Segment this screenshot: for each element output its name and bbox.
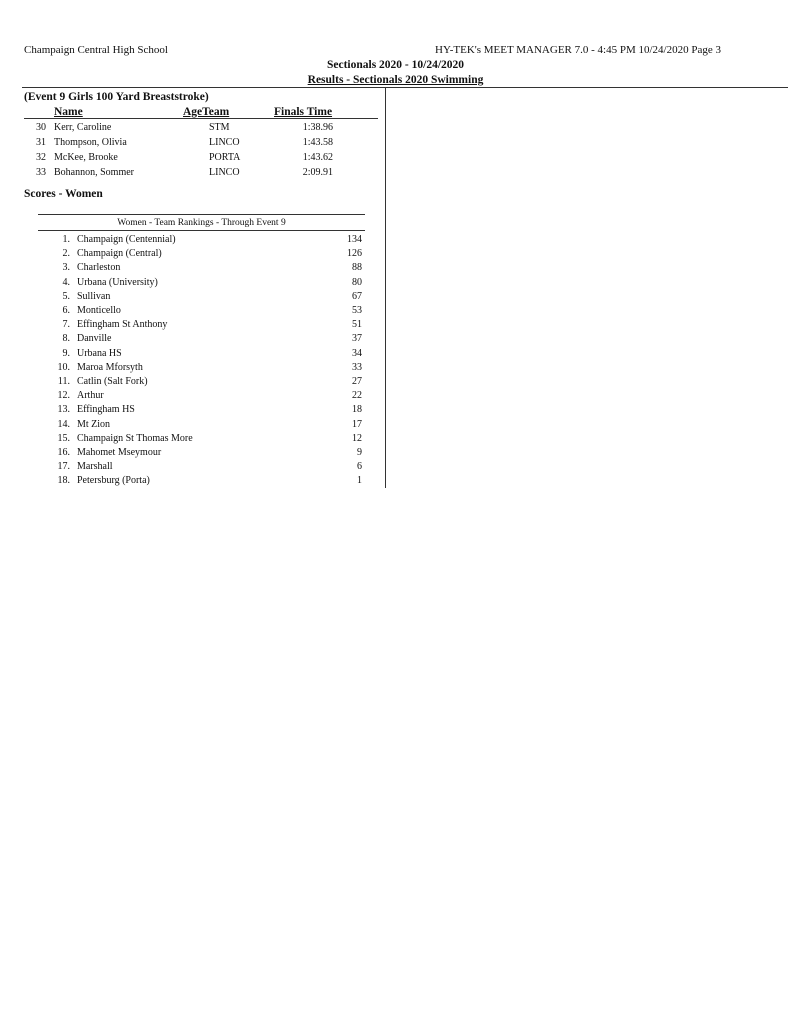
results-subtitle: Results - Sectionals 2020 Swimming — [307, 74, 484, 86]
team-name: Effingham St Anthony — [77, 319, 168, 331]
result-place: 33 — [36, 167, 46, 178]
team-points: 80 — [352, 276, 362, 288]
team-points: 51 — [352, 319, 362, 331]
rankings-top-rule — [38, 214, 365, 215]
team-points: 22 — [352, 390, 362, 402]
team-name: Charleston — [77, 262, 121, 274]
list-item — [0, 419, 380, 433]
team-name: Arthur — [77, 390, 104, 402]
swimmer-team: STM — [209, 122, 230, 133]
rankings-header-rule — [38, 230, 365, 231]
team-points: 34 — [352, 347, 362, 359]
team-points: 9 — [357, 447, 362, 458]
list-item — [0, 277, 380, 291]
team-rank: 18. — [57, 475, 70, 487]
team-name: Mt Zion — [77, 418, 111, 430]
team-name: Urbana (University) — [77, 276, 158, 288]
header-divider — [22, 87, 788, 88]
team-rank: 6. — [62, 305, 70, 316]
team-points: 17 — [352, 418, 362, 430]
list-item — [0, 348, 380, 362]
swimmer-team: LINCO — [209, 167, 240, 178]
team-points: 18 — [352, 404, 362, 416]
team-name: Petersburg (Porta) — [77, 475, 150, 487]
swimmer-name: McKee, Brooke — [54, 152, 118, 163]
table-row — [0, 122, 380, 137]
finals-time: 1:38.96 — [302, 122, 333, 133]
team-name: Marshall — [77, 461, 113, 473]
team-points: 67 — [352, 290, 362, 302]
team-name: Effingham HS — [77, 404, 135, 416]
team-rank: 8. — [62, 333, 70, 345]
school-name: Champaign Central High School — [24, 44, 168, 56]
table-row — [0, 167, 380, 182]
team-rank: 11. — [57, 376, 70, 387]
swimmer-team: LINCO — [209, 137, 240, 148]
team-name: Catlin (Salt Fork) — [77, 376, 148, 387]
column-header-name: Name — [54, 106, 83, 118]
result-place: 32 — [36, 152, 46, 163]
team-rank: 15. — [57, 432, 70, 444]
team-rank: 7. — [62, 319, 70, 331]
column-header-team: AgeTeam — [183, 106, 230, 118]
team-name: Champaign (Central) — [77, 248, 162, 260]
table-row — [0, 152, 380, 167]
team-name: Champaign (Centennial) — [77, 234, 176, 245]
team-points: 53 — [352, 305, 362, 316]
team-rank: 5. — [62, 290, 70, 302]
team-rank: 17. — [57, 461, 70, 473]
team-name: Danville — [77, 333, 112, 345]
team-rank: 3. — [62, 262, 70, 274]
team-rank: 12. — [57, 390, 70, 402]
result-place: 30 — [36, 122, 46, 133]
software-info: HY-TEK's MEET MANAGER 7.0 - 4:45 PM 10/24/2020 Page 3 — [435, 44, 721, 56]
team-name: Urbana HS — [77, 347, 122, 359]
swimmer-name: Thompson, Olivia — [54, 137, 127, 148]
team-name: Monticello — [77, 305, 121, 316]
team-rank: 1. — [62, 234, 70, 245]
rankings-title: Women - Team Rankings - Through Event 9 — [117, 218, 286, 228]
team-name: Sullivan — [77, 290, 111, 302]
list-item — [0, 362, 380, 376]
column-divider — [385, 87, 386, 488]
list-item — [0, 447, 380, 461]
team-points: 27 — [352, 376, 362, 387]
team-points: 6 — [357, 461, 362, 473]
team-points: 37 — [352, 333, 362, 345]
team-rank: 2. — [62, 248, 70, 260]
event-title: (Event 9 Girls 100 Yard Breaststroke) — [24, 91, 209, 103]
team-name: Maroa Mforsyth — [77, 361, 143, 373]
table-row — [0, 137, 380, 152]
list-item — [0, 376, 380, 390]
team-points: 12 — [352, 432, 362, 444]
meet-title: Sectionals 2020 - 10/24/2020 — [326, 59, 465, 71]
team-points: 88 — [352, 262, 362, 274]
finals-time: 1:43.62 — [302, 152, 333, 163]
team-points: 33 — [352, 361, 362, 373]
swimmer-name: Kerr, Caroline — [54, 122, 112, 133]
team-rank: 13. — [57, 404, 70, 416]
team-rank: 16. — [57, 447, 70, 458]
list-item — [0, 262, 380, 276]
swimmer-name: Bohannon, Sommer — [54, 167, 134, 178]
column-header-time: Finals Time — [274, 106, 333, 118]
result-place: 31 — [36, 137, 46, 148]
list-item — [0, 475, 380, 489]
team-name: Champaign St Thomas More — [77, 432, 193, 444]
list-item — [0, 291, 380, 305]
team-rank: 4. — [62, 276, 70, 288]
list-item — [0, 433, 380, 447]
list-item — [0, 319, 380, 333]
team-rank: 9. — [62, 347, 70, 359]
table-header-rule — [24, 118, 378, 119]
team-points: 134 — [347, 234, 362, 245]
scores-title: Scores - Women — [24, 188, 103, 200]
team-name: Mahomet Mseymour — [77, 447, 162, 458]
list-item — [0, 461, 380, 475]
list-item — [0, 234, 380, 248]
team-points: 126 — [347, 248, 362, 260]
list-item — [0, 333, 380, 347]
team-rank: 14. — [57, 418, 70, 430]
list-item — [0, 305, 380, 319]
list-item — [0, 248, 380, 262]
list-item — [0, 404, 380, 418]
team-rank: 10. — [57, 361, 70, 373]
finals-time: 1:43.58 — [302, 137, 333, 148]
swimmer-team: PORTA — [209, 152, 241, 163]
finals-time: 2:09.91 — [302, 167, 333, 178]
team-points: 1 — [357, 475, 362, 487]
list-item — [0, 390, 380, 404]
